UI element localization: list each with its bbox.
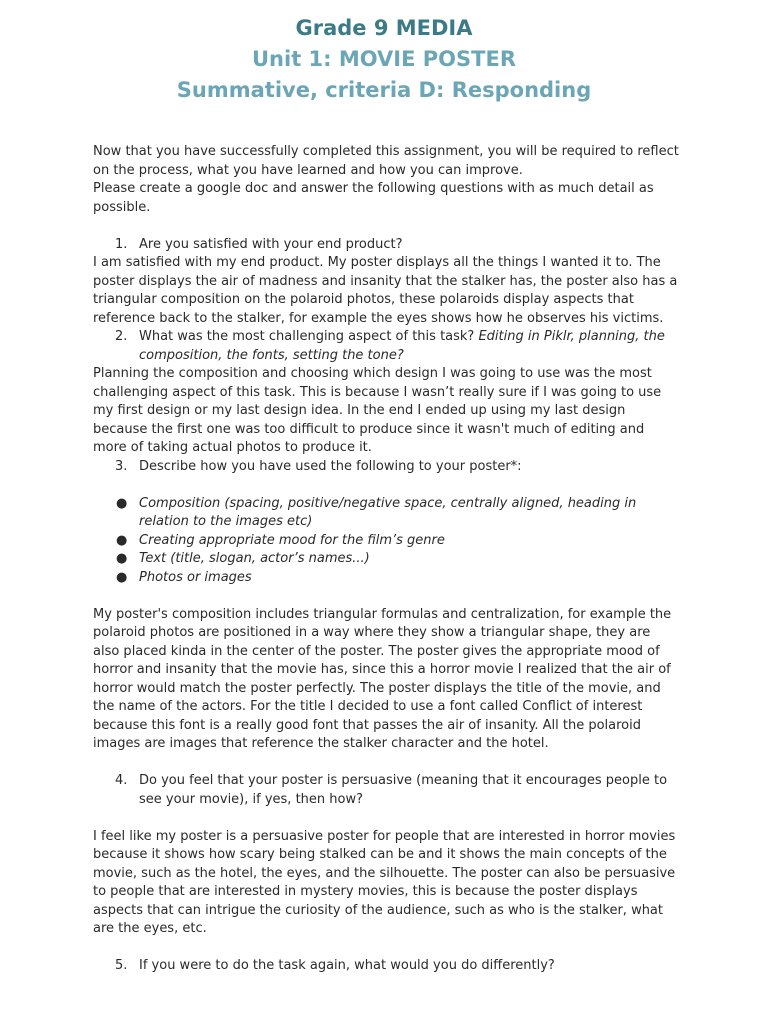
bullet-text: Creating appropriate mood for the film’s genre (139, 532, 445, 548)
bullet-text: Composition (spacing, positive/negative space, centrally aligned, heading in relation to the images etc) (139, 495, 637, 529)
intro-paragraph-2: Please create a google doc and answer the following questions with as much detail as possible. (93, 181, 654, 215)
bullet-item (93, 532, 679, 551)
bullet-icon: ● (116, 495, 128, 511)
question-4-number: 4. (115, 773, 128, 788)
question-3-number: 3. (115, 458, 128, 474)
question-2-text: What was the most challenging aspect of this task? (139, 329, 479, 344)
answer-1: I am satisfied with my end product. My poster displays all the things I wanted it to. The poster displays the air of madness and insanity that the stalker has, the poster also has a triangular composition on the polaroid photos, these polaroids display aspects that reference back to the stalker, for example the eyes shows how he observes his victims. (93, 255, 678, 326)
document-body (93, 143, 679, 976)
bullet-item (93, 550, 679, 569)
question-5-number: 5. (115, 958, 128, 973)
question-2-hint: Editing in Piklr, planning, the composition, the fonts, setting the tone? (139, 329, 665, 363)
question-5-text: If you were to do the task again, what would you do differently? (139, 958, 555, 973)
question-3-text: Describe how you have used the following to your poster*: (139, 458, 522, 474)
question-1-number: 1. (115, 236, 128, 252)
title-criteria: Summative, criteria D: Responding (176, 78, 592, 102)
bullet-text: Text (title, slogan, actor’s names...) (139, 551, 370, 566)
question-1-text: Are you satisfied with your end product? (139, 236, 403, 252)
question-1 (93, 236, 679, 255)
question-4-text: Do you feel that your poster is persuasive (meaning that it encourages people to see your movie), if yes, then how? (139, 773, 668, 807)
intro-paragraph-1: Now that you have successfully completed this assignment, you will be required to reflect on the process, what you have learned and how you can improve. (93, 144, 679, 178)
bullet-icon: ● (116, 532, 128, 548)
bullet-item (93, 495, 679, 532)
question-3 (93, 458, 679, 477)
bullet-icon: ● (116, 569, 128, 585)
question-4 (93, 772, 679, 809)
bullet-text: Photos or images (139, 569, 252, 585)
title-grade: Grade 9 MEDIA (295, 16, 473, 40)
answer-2: Planning the composition and choosing which design I was going to use was the most challenging aspect of this task. This is because I wasn’t really sure if I was going to use my first design or my last design idea. In the end I ended up using my last design because the first one was too difficult to produce since it wasn't much of editing and more of taking actual photos to produce it. (93, 366, 662, 455)
bullet-icon: ● (116, 551, 128, 566)
bullet-item (93, 569, 679, 588)
question-2-number: 2. (115, 329, 128, 344)
question-5 (93, 957, 679, 976)
question-2 (93, 328, 679, 365)
answer-4: I feel like my poster is a persuasive poster for people that are interested in horror movies because it shows how scary being stalked can be and it shows the main concepts of the movie, such as the hotel, the eyes, and the silhouette. The poster can also be persuasive to people that are interested in mystery movies, this is because the poster displays aspects that can intrigue the curiosity of the audience, such as who is the stalker, what are the eyes, etc. (93, 828, 676, 936)
title-unit: Unit 1: MOVIE POSTER (252, 47, 516, 71)
answer-3: My poster's composition includes triangular formulas and centralization, for example the polaroid photos are positioned in a way where they show a triangular shape, they are also placed kinda in the center of the poster. The poster gives the appropriate mood of horror and insanity that the movie has, since this a horror movie I realized that the air of horror would match the poster perfectly. The poster displays the title of the movie, and the name of the actors. For the title I decided to use a font called Conflict of interest because this font is a really good font that passes the air of insanity. All the polaroid images are images that reference the stalker character and the hotel. (93, 606, 672, 751)
